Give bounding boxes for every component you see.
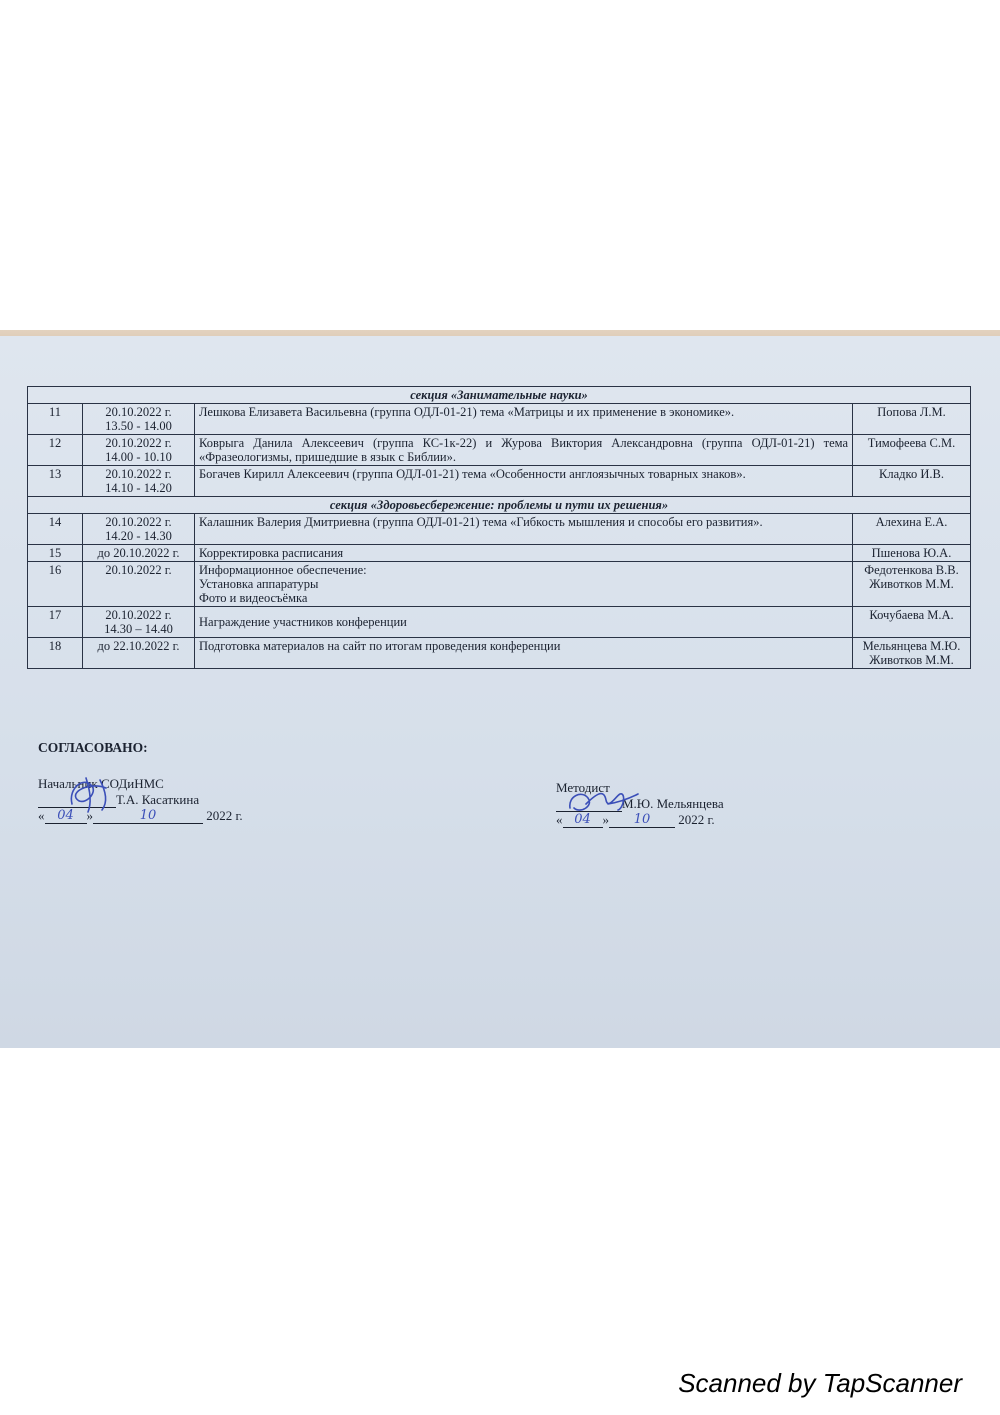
row-number: 11 xyxy=(28,404,83,435)
quote-close: » xyxy=(602,812,609,827)
row-date xyxy=(83,514,195,545)
row-number: 15 xyxy=(28,545,83,562)
date-text: 20.10.2022 г. xyxy=(105,436,172,450)
task-line: Фото и видеосъёмка xyxy=(199,591,308,605)
time-text: 14.30 – 14.40 xyxy=(104,622,173,636)
approver-name: М.Ю. Мельянцева xyxy=(622,796,724,811)
row-task: Лешкова Елизавета Васильевна (группа ОДЛ-01-21) тема «Матрицы и их применение в экономике». xyxy=(195,404,853,435)
responsible-line: Мельянцева М.Ю. xyxy=(862,639,961,653)
approver-title: Начальник СОДиНМС xyxy=(38,776,164,791)
time-text: 14.10 - 14.20 xyxy=(105,481,172,495)
approver-title: Методист xyxy=(556,780,610,795)
quote-open: « xyxy=(556,812,563,827)
table-row xyxy=(28,514,971,545)
row-responsible: Тимофеева С.М. xyxy=(853,435,971,466)
responsible-line: Животков М.М. xyxy=(869,577,954,591)
date-year: 2022 г. xyxy=(206,808,243,823)
row-date xyxy=(83,638,195,669)
row-number: 14 xyxy=(28,514,83,545)
time-text: 13.50 - 14.00 xyxy=(105,419,172,433)
row-responsible: Кладко И.В. xyxy=(853,466,971,497)
row-date xyxy=(83,562,195,607)
table-row xyxy=(28,404,971,435)
section-title: секция «Здоровьесбережение: проблемы и пути их решения» xyxy=(28,497,971,514)
table-row xyxy=(28,466,971,497)
quote-open: « xyxy=(38,808,45,823)
row-number: 12 xyxy=(28,435,83,466)
responsible-line: Животков М.М. xyxy=(869,653,954,667)
date-text: 20.10.2022 г. xyxy=(105,515,172,529)
row-task: Подготовка материалов на сайт по итогам проведения конференции xyxy=(195,638,853,669)
row-task: Богачев Кирилл Алексеевич (группа ОДЛ-01-21) тема «Особенности англоязычных товарных знаков». xyxy=(195,466,853,497)
date-month: 10 xyxy=(609,812,675,828)
date-text: 20.10.2022 г. xyxy=(105,563,172,577)
handwritten-signature-right xyxy=(564,786,644,820)
handwritten-signature-left xyxy=(62,768,122,818)
date-text: до 22.10.2022 г. xyxy=(97,639,180,653)
task-line: Информационное обеспечение: xyxy=(199,563,367,577)
row-date xyxy=(83,607,195,638)
row-date xyxy=(83,545,195,562)
date-text: 20.10.2022 г. xyxy=(105,467,172,481)
time-text: 14.00 - 10.10 xyxy=(105,450,172,464)
row-number: 18 xyxy=(28,638,83,669)
row-responsible: Кочубаева М.А. xyxy=(853,607,971,638)
row-date xyxy=(83,404,195,435)
section-row xyxy=(28,497,971,514)
row-responsible xyxy=(853,562,971,607)
table-row xyxy=(28,638,971,669)
quote-close: » xyxy=(86,808,93,823)
row-responsible xyxy=(853,638,971,669)
row-task: Корректировка расписания xyxy=(195,545,853,562)
row-number: 13 xyxy=(28,466,83,497)
row-responsible: Алехина Е.А. xyxy=(853,514,971,545)
row-number: 16 xyxy=(28,562,83,607)
section-title: секция «Занимательные науки» xyxy=(28,387,971,404)
date-text: 20.10.2022 г. xyxy=(105,405,172,419)
row-date xyxy=(83,466,195,497)
table-row xyxy=(28,607,971,638)
date-day: 04 xyxy=(563,812,603,828)
table-row xyxy=(28,435,971,466)
approval-heading: СОГЛАСОВАНО: xyxy=(38,740,148,755)
row-responsible: Пшенова Ю.А. xyxy=(853,545,971,562)
row-task xyxy=(195,562,853,607)
date-year: 2022 г. xyxy=(678,812,715,827)
row-date xyxy=(83,435,195,466)
scanner-watermark: Scanned by TapScanner xyxy=(678,1368,962,1398)
task-line: Установка аппаратуры xyxy=(199,577,319,591)
table-row xyxy=(28,545,971,562)
schedule-table xyxy=(27,386,971,669)
row-task: Награждение участников конференции xyxy=(195,607,853,638)
date-month: 10 xyxy=(93,808,203,824)
approver-name: Т.А. Касаткина xyxy=(116,792,200,807)
date-day: 04 xyxy=(45,808,87,824)
row-number: 17 xyxy=(28,607,83,638)
row-task: Коврыга Данила Алексеевич (группа КС-1к-22) и Журова Виктория Александровна (группа ОДЛ-01-21) тема «Фразеологизмы, пришедшие в язык с Библии». xyxy=(195,435,853,466)
table-row xyxy=(28,562,971,607)
time-text: 14.20 - 14.30 xyxy=(105,529,172,543)
row-task: Калашник Валерия Дмитриевна (группа ОДЛ-01-21) тема «Гибкость мышления и способы его развития». xyxy=(195,514,853,545)
date-text: до 20.10.2022 г. xyxy=(97,546,180,560)
row-responsible: Попова Л.М. xyxy=(853,404,971,435)
responsible-line: Федотенкова В.В. xyxy=(864,563,959,577)
date-text: 20.10.2022 г. xyxy=(105,608,172,622)
section-row xyxy=(28,387,971,404)
